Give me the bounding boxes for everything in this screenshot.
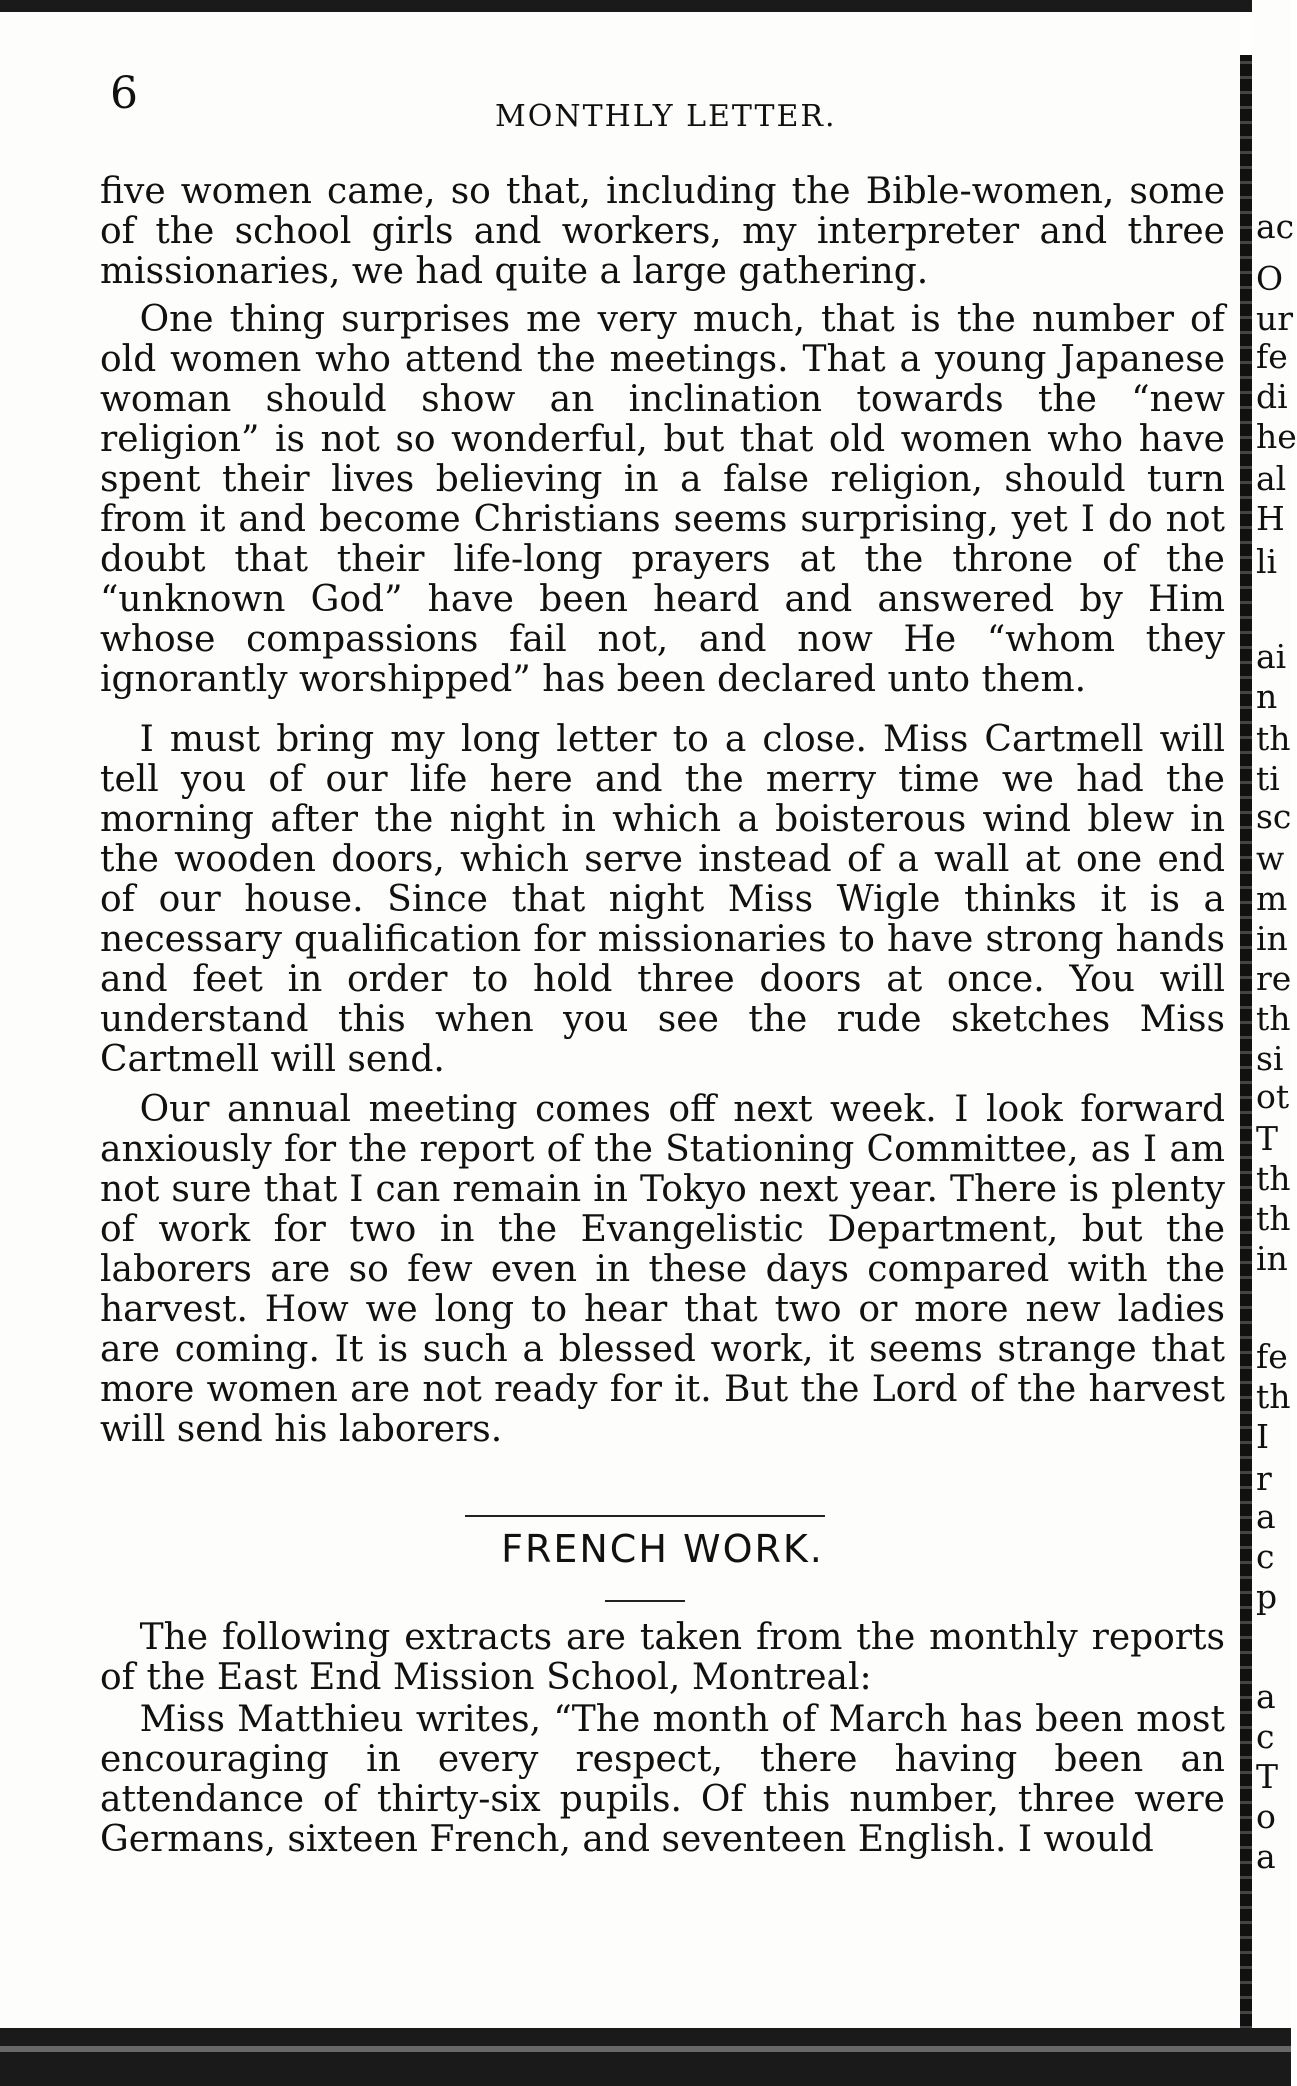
adjacent-page-fragment: ot	[1256, 1077, 1290, 1116]
adjacent-page-fragment: T	[1256, 1119, 1279, 1158]
adjacent-page-fragment: ur	[1256, 299, 1294, 338]
adjacent-page-fragment: fe	[1256, 1337, 1288, 1376]
adjacent-page-fragment: c	[1256, 1537, 1275, 1576]
adjacent-page-fragment: I	[1256, 1417, 1270, 1456]
adjacent-page-fragment: li	[1256, 542, 1278, 581]
adjacent-page-fragment: r	[1256, 1459, 1272, 1498]
adjacent-page-fragment: o	[1256, 1797, 1276, 1836]
adjacent-page-fragment: ai	[1256, 637, 1287, 676]
section-title: FRENCH WORK.	[501, 1527, 824, 1571]
body-block-3	[100, 720, 1225, 1080]
adjacent-page-fragment: th	[1256, 719, 1291, 758]
section-block-2	[100, 1700, 1225, 1860]
adjacent-page-fragment: re	[1256, 959, 1292, 998]
section-divider-bottom	[605, 1600, 685, 1602]
adjacent-page-fragment: m	[1256, 879, 1288, 918]
adjacent-page-fragment: ac	[1256, 207, 1295, 246]
adjacent-page-fragment: a	[1256, 1677, 1276, 1716]
adjacent-page-fragment: th	[1256, 1199, 1291, 1238]
adjacent-page-fragment: he	[1256, 417, 1297, 456]
adjacent-page-fragment: th	[1256, 1377, 1291, 1416]
section-divider-top	[465, 1515, 825, 1517]
section-block-1	[100, 1618, 1225, 1698]
adjacent-page-fragment: th	[1256, 999, 1291, 1038]
adjacent-page-fragment: w	[1256, 839, 1285, 878]
adjacent-page-fragment: p	[1256, 1577, 1278, 1616]
running-title: MONTHLY LETTER.	[495, 99, 837, 134]
adjacent-page-fragment: di	[1256, 377, 1288, 416]
adjacent-page-fragment: a	[1256, 1497, 1276, 1536]
page-header	[110, 68, 1220, 134]
body-block-2	[100, 300, 1225, 700]
adjacent-page-fragment: si	[1256, 1039, 1284, 1078]
adjacent-page-edge	[1252, 0, 1297, 2086]
paragraph-3: I must bring my long letter to a close. Miss Cartmell will tell you of our life here and the merry time we had the morning after the night in which a boisterous wind blew in the wooden doors, which serve instead of a wall at one end of our house. Since that night Miss Wigle thinks it is a necessary qualification for missionaries to have strong hands and feet in order to hold three doors at once. You will understand this when you see the rude sketches Miss Cartmell will send.	[100, 719, 1225, 1080]
paragraph-4: Our annual meeting comes off next week. I look forward anxiously for the report of the Stationing Committee, as I am not sure that I can remain in Tokyo next year. There is plenty of work for two in the Evangelistic Department, but the laborers are so few even in these days compared with the harvest. How we long to hear that two or more new ladies are coming. It is such a blessed work, it seems strange that more women are not ready for it. But the Lord of the harvest will send his laborers.	[100, 1089, 1225, 1450]
adjacent-page-fragment: H	[1256, 499, 1285, 538]
book-gutter	[1240, 55, 1252, 2045]
paragraph-1: five women came, so that, including the Bible-women, some of the school girls and workers, my interpreter and three missionaries, we had quite a large gathering.	[100, 171, 1225, 292]
adjacent-page-fragment: sc	[1256, 797, 1292, 836]
body-block-4	[100, 1090, 1225, 1450]
adjacent-page-fragment: th	[1256, 1159, 1291, 1198]
paragraph-2: One thing surprises me very much, that is the number of old women who attend the meetings. That a young Japanese woman should show an inclination towards the “new religion” is not so wonderful, but that old women who have spent their lives believing in a false religion, should turn from it and become Christians seems surprising, yet I do not doubt that their life-long prayers at the throne of the “unknown God” have been heard and answered by Him whose compassions fail not, and now He “whom they ignorantly worshipped” has been declared unto them.	[100, 299, 1225, 700]
adjacent-page-fragment: al	[1256, 459, 1287, 498]
adjacent-page-fragment: ti	[1256, 759, 1280, 798]
adjacent-page-fragment: in	[1256, 919, 1288, 958]
scan-edge-top	[0, 0, 1291, 12]
adjacent-page-fragment: O	[1256, 259, 1284, 298]
section-paragraph-1: The following extracts are taken from the monthly reports of the East End Mission School, Montreal:	[100, 1617, 1225, 1698]
adjacent-page-fragment: T	[1256, 1757, 1279, 1796]
adjacent-page-fragment: n	[1256, 677, 1278, 716]
body-block-1	[100, 172, 1225, 292]
page-number: 6	[110, 68, 138, 119]
adjacent-page-fragment: in	[1256, 1239, 1288, 1278]
adjacent-page-fragment: fe	[1256, 337, 1288, 376]
section-paragraph-2: Miss Matthieu writes, “The month of March has been most encouraging in every respect, there having been an attendance of thirty-six pupils. Of this number, three were Germans, sixteen French, and seventeen English. I would	[100, 1699, 1225, 1860]
adjacent-page-fragment: a	[1256, 1837, 1276, 1876]
scan-edge-bottom	[0, 2028, 1291, 2086]
adjacent-page-fragment: c	[1256, 1717, 1275, 1756]
